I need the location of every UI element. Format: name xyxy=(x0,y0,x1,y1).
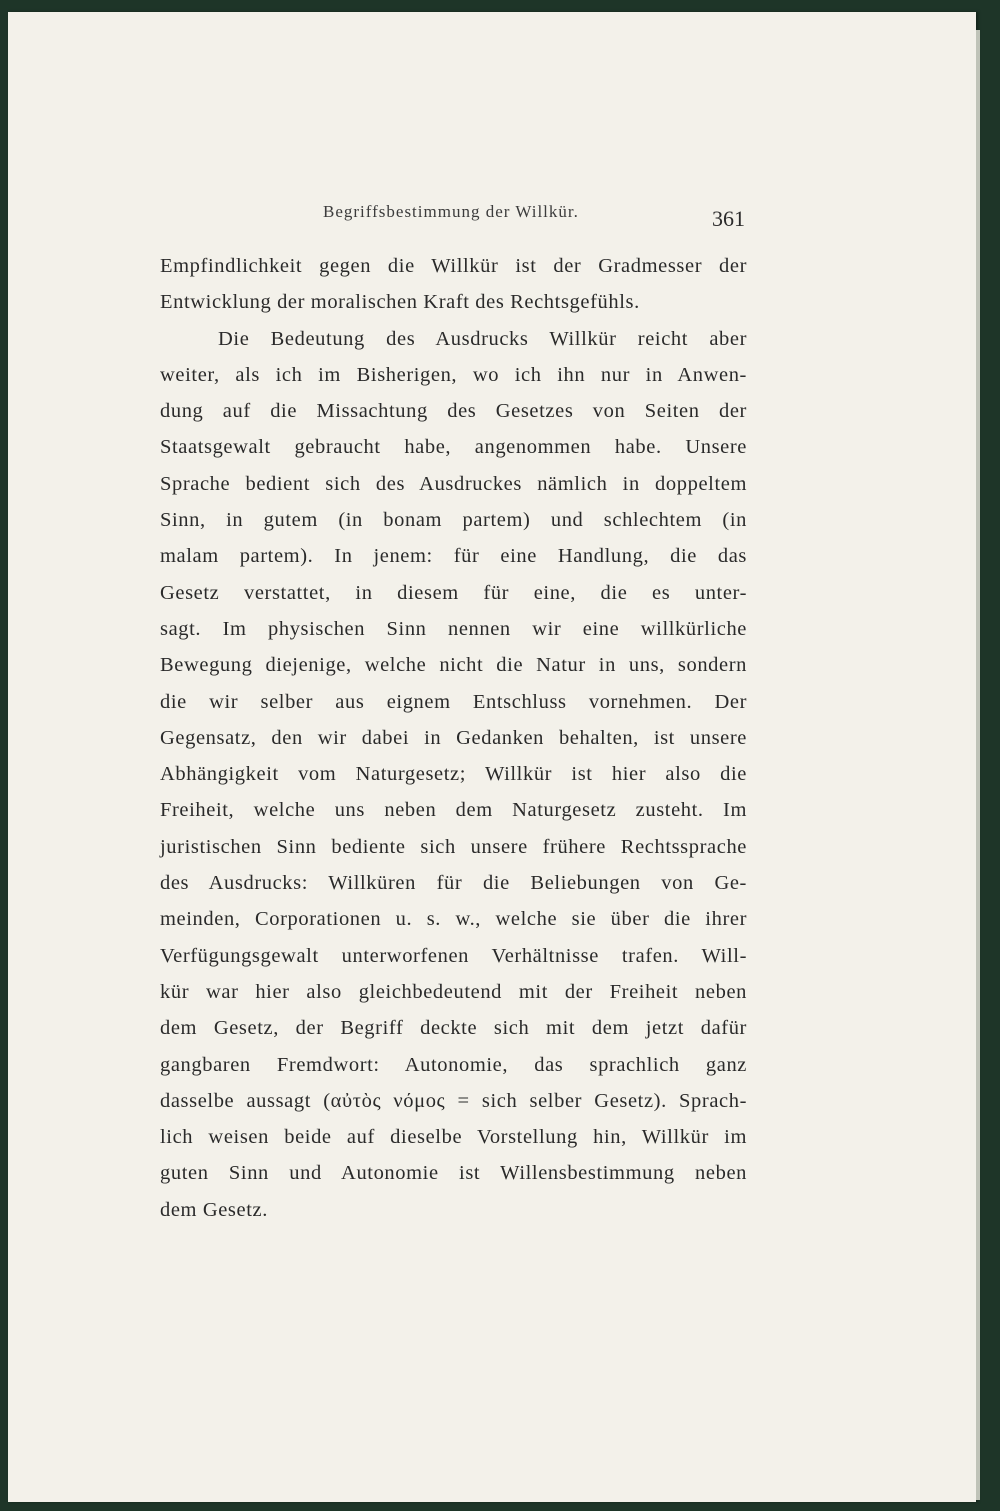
text-line: dem Gesetz, der Begriff deckte sich mit dem jetzt dafür xyxy=(160,1017,747,1040)
text-line: Entwicklung der moralischen Kraft des Rechtsgefühls. xyxy=(160,291,640,314)
text-line: Freiheit, welche uns neben dem Naturgesetz zusteht. Im xyxy=(160,799,747,822)
text-line: dem Gesetz. xyxy=(160,1198,268,1221)
text-line: Bewegung diejenige, welche nicht die Natur in uns, sondern xyxy=(160,654,747,677)
text-line: meinden, Corporationen u. s. w., welche sie über die ihrer xyxy=(160,908,747,931)
text-line: juristischen Sinn bediente sich unsere frühere Rechtssprache xyxy=(160,835,747,858)
page-header xyxy=(8,196,976,236)
book-page xyxy=(8,12,976,1502)
text-line: weiter, als ich im Bisherigen, wo ich ihn nur in Anwen- xyxy=(160,363,747,386)
text-line: kür war hier also gleichbedeutend mit der Freiheit neben xyxy=(160,980,747,1003)
text-line: dasselbe aussagt (αὐτὸς νόμος = sich selber Gesetz). Sprach- xyxy=(160,1089,747,1112)
text-line: Gegensatz, den wir dabei in Gedanken behalten, ist unsere xyxy=(160,726,747,749)
text-line: sagt. Im physischen Sinn nennen wir eine willkürliche xyxy=(160,617,747,640)
text-line: malam partem). In jenem: für eine Handlung, die das xyxy=(160,545,747,568)
text-line: des Ausdrucks: Willküren für die Beliebungen von Ge- xyxy=(160,872,747,895)
page-number: 361 xyxy=(712,206,745,231)
running-title: Begriffsbestimmung der Willkür. xyxy=(323,202,579,221)
page-edge xyxy=(976,30,980,1500)
text-line: die wir selber aus eignem Entschluss vornehmen. Der xyxy=(160,690,747,713)
text-line: Die Bedeutung des Ausdrucks Willkür reicht aber xyxy=(218,327,747,350)
text-line: Empfindlichkeit gegen die Willkür ist der Gradmesser der xyxy=(160,255,747,277)
text-line: Abhängigkeit vom Naturgesetz; Willkür ist hier also die xyxy=(160,763,747,786)
text-line: Staatsgewalt gebraucht habe, angenommen habe. Unsere xyxy=(160,436,747,459)
text-line: Sinn, in gutem (in bonam partem) und schlechtem (in xyxy=(160,509,747,532)
body-text xyxy=(160,248,747,1228)
text-line: gangbaren Fremdwort: Autonomie, das sprachlich ganz xyxy=(160,1053,747,1076)
text-line: lich weisen beide auf dieselbe Vorstellung hin, Willkür im xyxy=(160,1126,747,1149)
text-line: Sprache bedient sich des Ausdruckes nämlich in doppeltem xyxy=(160,472,747,495)
text-line: Gesetz verstattet, in diesem für eine, die es unter- xyxy=(160,581,747,604)
text-line: guten Sinn und Autonomie ist Willensbestimmung neben xyxy=(160,1162,747,1185)
text-line: dung auf die Missachtung des Gesetzes von Seiten der xyxy=(160,400,747,423)
text-line: Verfügungsgewalt unterworfenen Verhältnisse trafen. Will- xyxy=(160,944,747,967)
